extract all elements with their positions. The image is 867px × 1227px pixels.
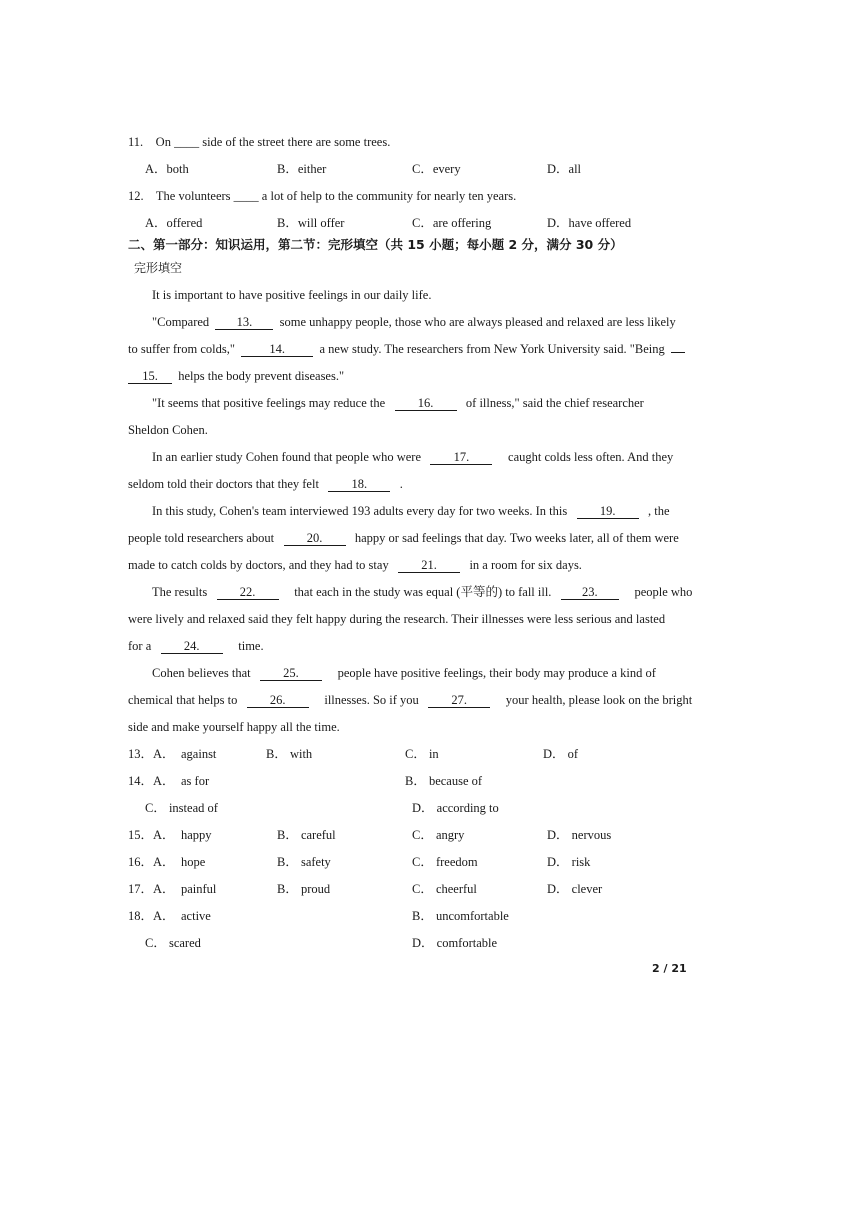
option-c: C． instead of [145, 801, 218, 815]
option-number: 17．A． [128, 882, 175, 896]
blank-19: 19. [577, 504, 639, 519]
passage-line [128, 368, 344, 384]
blank-13: 13. [215, 315, 273, 330]
blank-20: 20. [284, 531, 346, 546]
option-c: C． in [405, 747, 439, 761]
passage-line [128, 557, 582, 573]
option-c: C．are offering [412, 216, 492, 230]
passage-text: , the [648, 504, 670, 518]
option-d: D． comfortable [412, 936, 498, 950]
passage-text: Cohen believes that [152, 666, 251, 680]
passage-text: for a [128, 639, 152, 653]
passage-line [128, 692, 692, 708]
option-number: 18．A． [128, 909, 175, 923]
question-11 [128, 134, 390, 150]
passage-line [152, 395, 644, 411]
passage-text: in a room for six days. [469, 558, 582, 572]
blank-21: 21. [398, 558, 460, 573]
option-d: D． risk [547, 855, 591, 869]
passage-line: were lively and relaxed said they felt happy during the research. Their illnesses were less serious and lasted [128, 612, 666, 626]
option-b: B． because of [405, 774, 483, 788]
option-d: D．have offered [547, 216, 632, 230]
passage-line [152, 449, 673, 465]
blank-18: 18. [328, 477, 390, 492]
passage-line [128, 638, 264, 654]
passage-text: people told researchers about [128, 531, 275, 545]
passage-text: The results [152, 585, 208, 599]
question-text: On [155, 135, 171, 149]
option-d: D． clever [547, 882, 603, 896]
blank-22: 22. [217, 585, 279, 600]
option-d: D． nervous [547, 828, 612, 842]
passage-text: some unhappy people, those who are always pleased and relaxed are less likely [279, 315, 676, 329]
option-d: D． according to [412, 801, 499, 815]
passage-line: Sheldon Cohen. [128, 423, 208, 437]
option-a: hope [181, 855, 206, 869]
question-text: a lot of help to the community for nearly ten years. [261, 189, 517, 203]
blank-25: 25. [260, 666, 322, 681]
option-c: C． angry [412, 828, 465, 842]
passage-line [152, 584, 692, 600]
blank-17: 17. [430, 450, 492, 465]
option-b: B． careful [277, 828, 336, 842]
passage-line: side and make yourself happy all the time. [128, 720, 340, 734]
passage-text: In this study, Cohen's team interviewed 193 adults every day for two weeks. In this [152, 504, 568, 518]
passage-line [152, 665, 656, 681]
option-b: B．either [277, 162, 327, 176]
blank-16: 16. [395, 396, 457, 411]
passage-line [152, 503, 670, 519]
passage-text: to suffer from colds," [128, 342, 235, 356]
section-heading: 二、第一部分：知识运用，第二节：完形填空（共 15 小题；每小题 2 分，满分 30 分） [128, 237, 623, 252]
question-number: 12. [128, 189, 144, 203]
option-a: happy [181, 828, 212, 842]
option-number: 14．A． [128, 774, 175, 788]
option-number: 15．A． [128, 828, 175, 842]
option-number: 16．A． [128, 855, 175, 869]
question-12 [128, 188, 516, 204]
blank-24: 24. [161, 639, 223, 654]
answer-blank: ____ [233, 189, 259, 203]
option-a: painful [181, 882, 217, 896]
passage-text: your health, please look on the bright [505, 693, 693, 707]
passage-text: people have positive feelings, their body may produce a kind of [337, 666, 656, 680]
passage-line [152, 314, 676, 330]
passage-text: made to catch colds by doctors, and they had to stay [128, 558, 389, 572]
answer-blank: ____ [174, 135, 200, 149]
passage-text: In an earlier study Cohen found that people who were [152, 450, 422, 464]
passage-text: helps the body prevent diseases." [178, 369, 345, 383]
passage-text: "It seems that positive feelings may reduce the [152, 396, 386, 410]
blank-14: 14. [241, 342, 313, 357]
passage-text: a new study. The researchers from New York University said. "Being [319, 342, 665, 356]
option-a: against [181, 747, 217, 761]
passage-text: seldom told their doctors that they felt [128, 477, 319, 491]
question-number: 11. [128, 135, 144, 149]
passage-text: that each in the study was equal (平等的) to fall ill. [294, 585, 552, 599]
option-b: B． safety [277, 855, 331, 869]
option-b: B．will offer [277, 216, 345, 230]
passage-line [128, 341, 685, 357]
option-a: A．offered [145, 216, 203, 230]
option-a: A．both [145, 162, 189, 176]
passage-line [128, 530, 679, 546]
option-c: C． cheerful [412, 882, 477, 896]
passage-text: people who [634, 585, 693, 599]
option-b: B． with [266, 747, 313, 761]
option-b: B． proud [277, 882, 331, 896]
passage-text: illnesses. So if you [324, 693, 419, 707]
blank-15: 15. [128, 369, 172, 384]
option-c: C．every [412, 162, 461, 176]
passage-text: "Compared [152, 315, 210, 329]
passage-text: time. [238, 639, 264, 653]
passage-text: caught colds less often. And they [508, 450, 674, 464]
option-number: 13．A． [128, 747, 175, 761]
blank-26: 26. [247, 693, 309, 708]
passage-line [128, 476, 403, 492]
passage-text: happy or sad feelings that day. Two weeks later, all of them were [354, 531, 679, 545]
section-subheading: 完形填空 [134, 261, 183, 275]
passage-text: of illness," said the chief researcher [465, 396, 644, 410]
blank-27: 27. [428, 693, 490, 708]
option-d: D． of [543, 747, 579, 761]
blank-15-start [671, 352, 685, 353]
passage-line: It is important to have positive feelings in our daily life. [152, 288, 432, 302]
option-c: C． scared [145, 936, 201, 950]
option-a: as for [181, 774, 210, 788]
option-d: D．all [547, 162, 582, 176]
passage-text: . [399, 477, 403, 491]
option-b: B． uncomfortable [412, 909, 509, 923]
question-text: side of the street there are some trees. [202, 135, 391, 149]
page-number: 2 / 21 [652, 962, 687, 975]
option-c: C． freedom [412, 855, 478, 869]
question-text: The volunteers [155, 189, 231, 203]
blank-23: 23. [561, 585, 619, 600]
passage-text: chemical that helps to [128, 693, 238, 707]
option-a: active [181, 909, 211, 923]
